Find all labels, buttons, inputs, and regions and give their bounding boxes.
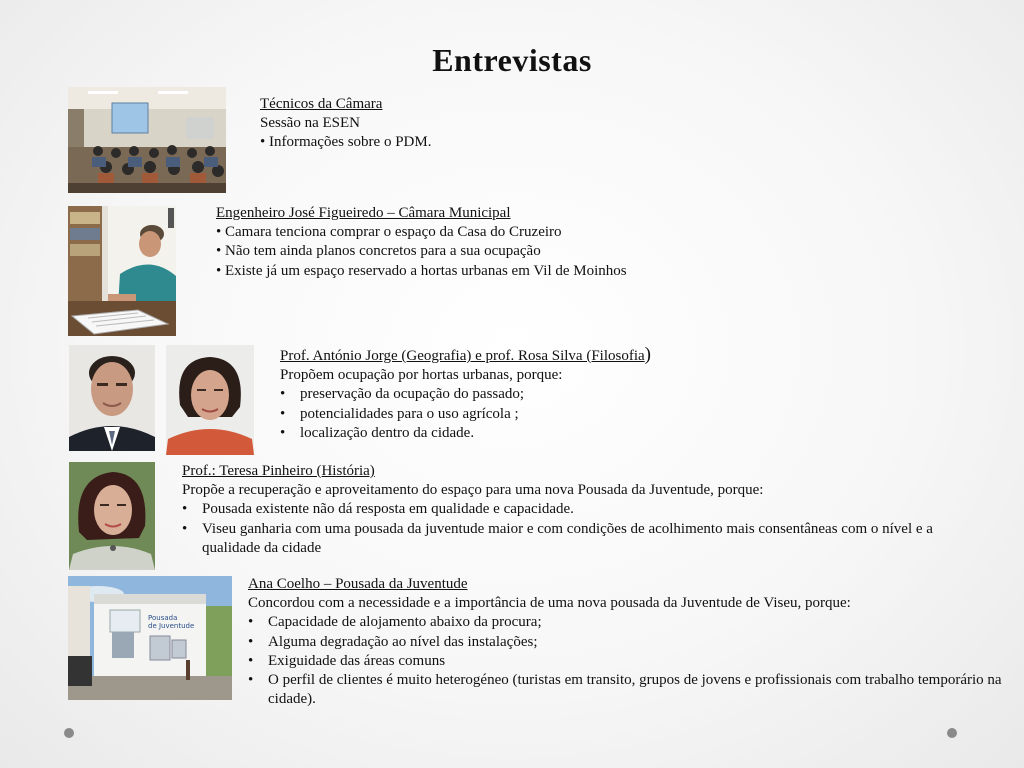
bullet: • [182,520,188,537]
section-heading: Prof. António Jorge (Geografia) e prof. Rosa Silva (Filosofia [280,348,645,364]
section-ana-coelho [248,575,1018,709]
list-item: • Pousada existente não dá resposta em qualidade e capacidade. [182,500,982,519]
closing-paren: ) [644,344,651,365]
sign-line: Pousada [148,614,178,622]
left-decor-dot [64,728,74,738]
section-engenheiro [216,204,627,281]
bullet: • [248,652,254,669]
text-line: • Não tem ainda planos concretos para a sua ocupação [216,243,541,260]
text-line: Sessão na ESEN [260,115,360,132]
section-tecnicos [260,95,431,153]
section-heading: Técnicos da Câmara [260,96,383,112]
bullet: • [280,405,286,422]
list-item: • Exiguidade das áreas comuns [248,652,1018,671]
rosa-silva-portrait [166,345,254,455]
bullet: • [182,501,188,518]
pousada-building-photo [68,576,232,700]
list-item: • Viseu ganharia com uma pousada da juventude maior e com condições de acolhimento mais consentâneas com o nível e a qualidade da cidade [182,520,933,556]
sign-line: de Juventude [148,622,195,630]
reasons-list [182,500,982,558]
intro-line: Propõem ocupação por hortas urbanas, porque: [280,367,563,384]
section-heading: Ana Coelho – Pousada da Juventude [248,576,468,592]
text-line: • Existe já um espaço reservado a hortas urbanas em Vil de Moinhos [216,262,627,279]
list-item: • O perfil de clientes é muito heterogéneo (turistas em transito, grupos de jovens e profissionais com trabalho temporário na cidade). [248,672,1002,708]
text-line: • Camara tenciona comprar o espaço da Casa do Cruzeiro [216,224,562,241]
antonio-jorge-portrait [69,345,155,451]
bullet: • [248,633,254,650]
intro-line: Concordou com a necessidade e a importância de uma nova pousada da Juventude de Viseu, porque: [248,595,851,612]
list-item: • preservação da ocupação do passado; [280,385,651,404]
bullet: • [280,424,286,441]
bullet: • [280,386,286,403]
right-decor-dot [947,728,957,738]
section-heading: Prof.: Teresa Pinheiro (História) [182,463,375,479]
reasons-list [280,385,651,443]
meeting-room-photo [68,87,226,193]
reasons-list [248,613,1018,709]
engineer-photo [68,206,176,336]
teresa-pinheiro-portrait [69,462,155,570]
text-line: • Informações sobre o PDM. [260,134,432,151]
list-item: • Alguma degradação ao nível das instalações; [248,633,1018,652]
list-item: • localização dentro da cidade. [280,424,651,443]
slide-title: Entrevistas [432,42,592,78]
section-professores [280,345,651,443]
section-heading: Engenheiro José Figueiredo – Câmara Municipal [216,205,511,221]
intro-line: Propõe a recuperação e aproveitamento do espaço para uma nova Pousada da Juventude, porque: [182,482,764,499]
bullet: • [248,672,254,689]
section-teresa [182,462,982,558]
bullet: • [248,614,254,631]
list-item: • Capacidade de alojamento abaixo da procura; [248,613,1018,632]
list-item: • potencialidades para o uso agrícola ; [280,405,651,424]
